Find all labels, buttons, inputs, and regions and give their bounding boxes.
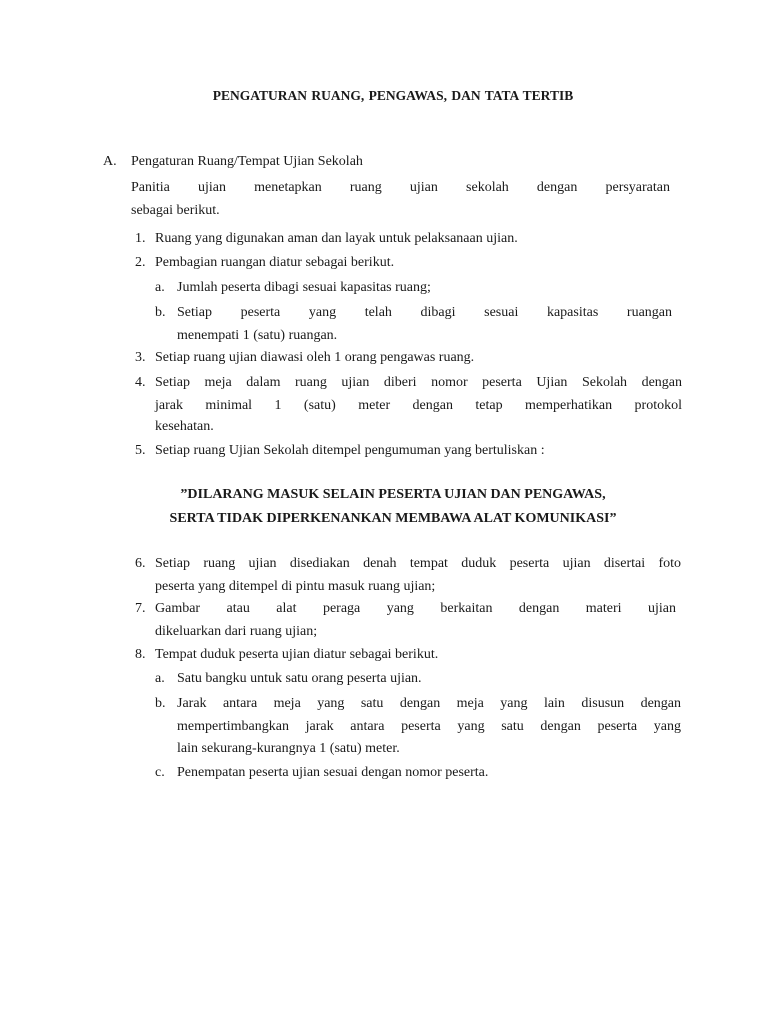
list-item-number: 3. <box>135 350 146 365</box>
list-item-text: Ruang yang digunakan aman dan layak untuk pelaksanaan ujian. <box>155 231 518 246</box>
sub-item-text: Setiap peserta yang telah dibagi sesuai kapasitas ruangan <box>177 305 672 320</box>
list-item-number: 8. <box>135 647 146 662</box>
list-item-number: 1. <box>135 231 146 246</box>
sub-item-letter: a. <box>155 280 165 295</box>
section-heading: Pengaturan Ruang/Tempat Ujian Sekolah <box>131 154 363 169</box>
sub-item-text: Satu bangku untuk satu orang peserta ujian. <box>177 671 422 686</box>
list-item-number: 5. <box>135 443 146 458</box>
list-item-text: Setiap meja dalam ruang ujian diberi nomor peserta Ujian Sekolah dengan <box>155 375 682 390</box>
sub-item-text: Jumlah peserta dibagi sesuai kapasitas ruang; <box>177 280 431 295</box>
list-item-text: Gambar atau alat peraga yang berkaitan dengan materi ujian <box>155 601 676 616</box>
sub-item-text: lain sekurang-kurangnya 1 (satu) meter. <box>177 741 400 756</box>
sub-item-letter: a. <box>155 671 165 686</box>
list-item-text: Tempat duduk peserta ujian diatur sebagai berikut. <box>155 647 439 662</box>
sub-item-text: Penempatan peserta ujian sesuai dengan nomor peserta. <box>177 765 489 780</box>
section-intro-line-2: sebagai berikut. <box>131 203 220 218</box>
list-item-text: peserta yang ditempel di pintu masuk ruang ujian; <box>155 579 436 594</box>
sub-item-letter: b. <box>155 305 166 320</box>
list-item-text: Setiap ruang ujian disediakan denah tempat duduk peserta ujian disertai foto <box>155 556 681 571</box>
sub-item-text: Jarak antara meja yang satu dengan meja yang lain disusun dengan <box>177 696 681 711</box>
notice-line-1: ”DILARANG MASUK SELAIN PESERTA UJIAN DAN PENGAWAS, <box>180 487 606 502</box>
list-item-number: 7. <box>135 601 146 616</box>
list-item-text: Pembagian ruangan diatur sebagai berikut. <box>155 255 395 270</box>
notice-line-2: SERTA TIDAK DIPERKENANKAN MEMBAWA ALAT KOMUNIKASI” <box>169 511 617 526</box>
list-item-text: dikeluarkan dari ruang ujian; <box>155 624 318 639</box>
list-item-text: jarak minimal 1 (satu) meter dengan tetap memperhatikan protokol <box>155 398 682 413</box>
list-item-text: Setiap ruang ujian diawasi oleh 1 orang pengawas ruang. <box>155 350 475 365</box>
sub-item-text: mempertimbangkan jarak antara peserta yang satu dengan peserta yang <box>177 719 681 734</box>
list-item-number: 2. <box>135 255 146 270</box>
sub-item-letter: b. <box>155 696 166 711</box>
section-intro-line-1: Panitia ujian menetapkan ruang ujian sekolah dengan persyaratan <box>131 180 670 195</box>
list-item-text: kesehatan. <box>155 419 214 434</box>
list-item-number: 6. <box>135 556 146 571</box>
sub-item-letter: c. <box>155 765 165 780</box>
page-title: PENGATURAN RUANG, PENGAWAS, DAN TATA TERTIB <box>212 88 574 103</box>
section-number: A. <box>103 154 117 169</box>
list-item-number: 4. <box>135 375 146 390</box>
list-item-text: Setiap ruang Ujian Sekolah ditempel pengumuman yang bertuliskan : <box>155 443 545 458</box>
sub-item-text: menempati 1 (satu) ruangan. <box>177 328 338 343</box>
